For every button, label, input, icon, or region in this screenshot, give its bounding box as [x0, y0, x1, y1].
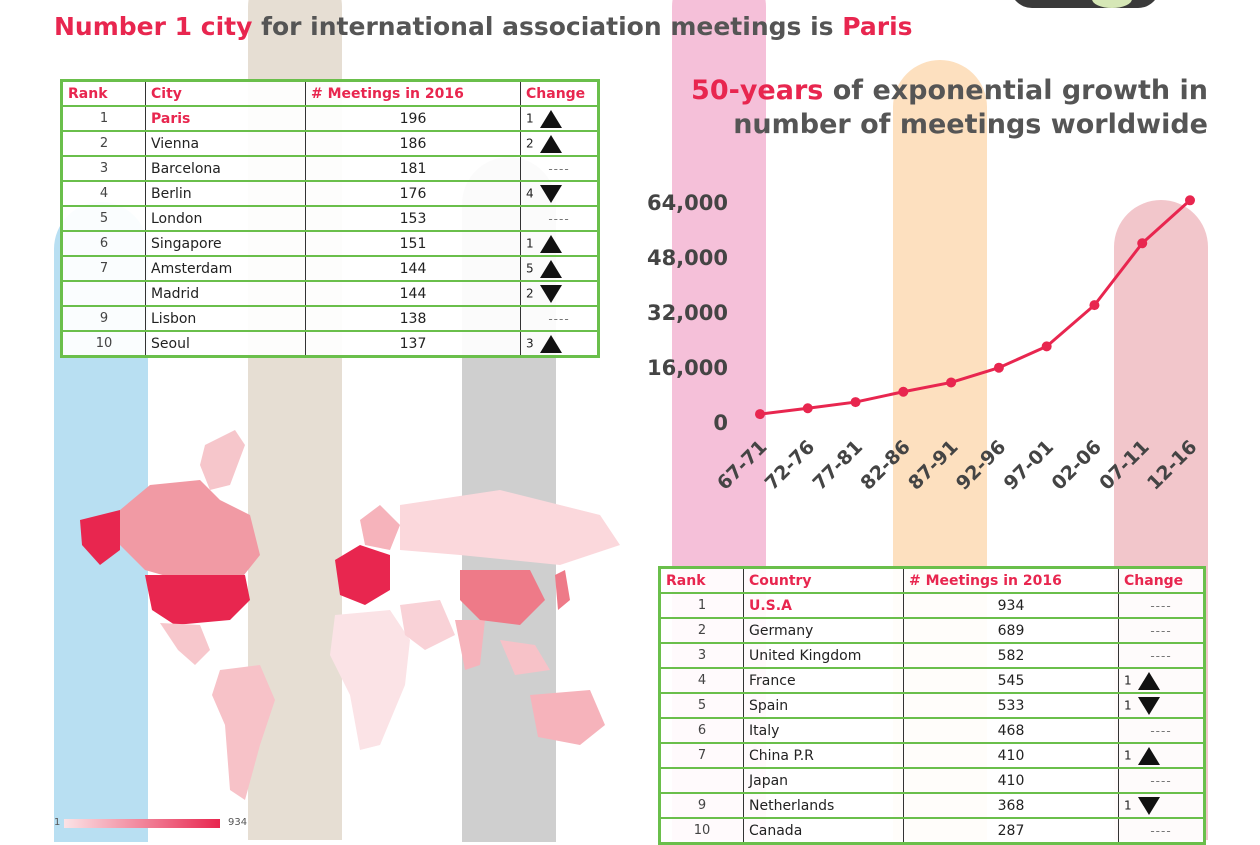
change-cell — [521, 281, 599, 306]
meetings-cell: 410 — [904, 743, 1119, 768]
name-cell: Berlin — [146, 181, 306, 206]
change-cell — [521, 231, 599, 256]
change-value: ---- — [1150, 823, 1172, 838]
table-header-row — [660, 568, 1205, 594]
rank-cell: 9 — [62, 306, 146, 331]
arrow-down-icon — [540, 285, 562, 303]
series-line — [760, 200, 1190, 414]
map-alaska — [80, 510, 120, 565]
arrow-up-icon — [540, 135, 562, 153]
change-cell — [1119, 718, 1205, 743]
country-ranking-table — [658, 566, 1206, 845]
map-india — [455, 620, 485, 670]
table-row — [62, 106, 599, 131]
meetings-cell: 181 — [306, 156, 521, 181]
change-cell — [1119, 743, 1205, 768]
table-row — [660, 693, 1205, 718]
change-value: ---- — [1150, 723, 1172, 738]
chart-title-line2: number of meetings worldwide — [733, 109, 1208, 140]
table-row — [660, 718, 1205, 743]
map-china — [460, 570, 545, 625]
title-middle: for international association meetings is — [252, 12, 843, 41]
data-point — [1185, 195, 1195, 205]
x-tick-label: 82-86 — [856, 435, 915, 495]
data-point — [946, 377, 956, 387]
rank-cell: 4 — [62, 181, 146, 206]
change-value: 1 — [1124, 748, 1132, 762]
map-africa — [330, 610, 410, 750]
meetings-cell: 533 — [904, 693, 1119, 718]
arrow-up-icon — [540, 235, 562, 253]
arrow-up-icon — [540, 260, 562, 278]
x-tick-label: 92-96 — [951, 435, 1011, 495]
meetings-cell: 144 — [306, 281, 521, 306]
change-value: 1 — [1124, 798, 1132, 812]
meetings-cell: 153 — [306, 206, 521, 231]
meetings-cell: 137 — [306, 331, 521, 357]
icca-logo — [1010, 0, 1160, 8]
map-europe — [335, 545, 390, 605]
data-point — [851, 397, 861, 407]
rank-cell: 1 — [660, 593, 744, 618]
map-australia — [530, 690, 605, 745]
change-value: 2 — [526, 286, 534, 300]
arrow-up-icon — [1138, 747, 1160, 765]
change-value: 1 — [1124, 673, 1132, 687]
data-point — [1137, 238, 1147, 248]
meetings-cell: 468 — [904, 718, 1119, 743]
rank-cell: 10 — [62, 331, 146, 357]
table-row — [62, 231, 599, 256]
rank-cell: 6 — [62, 231, 146, 256]
name-cell: Spain — [744, 693, 904, 718]
rank-cell: 7 — [660, 743, 744, 768]
rank-cell — [660, 768, 744, 793]
map-japan — [555, 570, 570, 610]
rank-cell: 9 — [660, 793, 744, 818]
name-cell: Vienna — [146, 131, 306, 156]
change-cell — [521, 331, 599, 357]
y-tick-label: 32,000 — [646, 301, 728, 325]
rank-cell: 6 — [660, 718, 744, 743]
col-header-change: Change — [1119, 568, 1205, 594]
change-cell — [521, 106, 599, 131]
x-tick-label: 87-91 — [904, 435, 963, 495]
name-cell: U.S.A — [744, 593, 904, 618]
y-tick-label: 16,000 — [646, 356, 728, 380]
meetings-cell: 410 — [904, 768, 1119, 793]
data-point — [1042, 341, 1052, 351]
growth-line-chart — [640, 180, 1240, 510]
col-header-change: Change — [521, 81, 599, 107]
meetings-cell: 196 — [306, 106, 521, 131]
name-cell: Netherlands — [744, 793, 904, 818]
map-legend-min: 1 — [54, 817, 61, 828]
chart-title-line1 — [648, 74, 1208, 108]
change-value: 5 — [526, 261, 534, 275]
x-tick-label: 07-11 — [1095, 435, 1154, 495]
change-cell — [1119, 793, 1205, 818]
rank-cell: 2 — [660, 618, 744, 643]
chart-title-rest: of exponential growth in — [823, 75, 1208, 106]
table-header-row — [62, 81, 599, 107]
arrow-down-icon — [540, 185, 562, 203]
map-usa — [145, 575, 250, 625]
name-cell: United Kingdom — [744, 643, 904, 668]
y-tick-label: 0 — [713, 411, 728, 435]
change-cell — [1119, 593, 1205, 618]
meetings-cell: 368 — [904, 793, 1119, 818]
arrow-down-icon — [1138, 697, 1160, 715]
data-point — [755, 409, 765, 419]
change-value: 1 — [1124, 698, 1132, 712]
name-cell: Seoul — [146, 331, 306, 357]
table-row — [660, 793, 1205, 818]
meetings-cell: 151 — [306, 231, 521, 256]
change-value: ---- — [548, 211, 570, 226]
map-scandinavia — [360, 505, 400, 550]
y-tick-label: 64,000 — [646, 191, 728, 215]
table-row — [660, 668, 1205, 693]
meetings-cell: 545 — [904, 668, 1119, 693]
x-tick-label: 97-01 — [999, 435, 1059, 495]
map-legend-max: 934 — [228, 817, 248, 828]
change-cell — [1119, 668, 1205, 693]
rank-cell: 2 — [62, 131, 146, 156]
table-row — [62, 131, 599, 156]
meetings-cell: 689 — [904, 618, 1119, 643]
table-row — [660, 643, 1205, 668]
title-city: Paris — [842, 12, 913, 41]
x-tick-label: 12-16 — [1143, 435, 1202, 495]
meetings-cell: 287 — [904, 818, 1119, 844]
rank-cell — [62, 281, 146, 306]
name-cell: Italy — [744, 718, 904, 743]
meetings-cell: 582 — [904, 643, 1119, 668]
col-header-rank: Rank — [660, 568, 744, 594]
change-cell — [521, 206, 599, 231]
col-header-meetings: # Meetings in 2016 — [306, 81, 521, 107]
data-point — [898, 387, 908, 397]
table-row — [62, 331, 599, 357]
name-cell: Madrid — [146, 281, 306, 306]
change-value: 1 — [526, 236, 534, 250]
name-cell: Amsterdam — [146, 256, 306, 281]
meetings-cell: 144 — [306, 256, 521, 281]
change-cell — [1119, 693, 1205, 718]
x-tick-label: 02-06 — [1047, 435, 1106, 495]
arrow-up-icon — [1138, 672, 1160, 690]
table-row — [660, 593, 1205, 618]
meetings-cell: 934 — [904, 593, 1119, 618]
city-ranking-table — [60, 79, 600, 358]
col-header-city: City — [146, 81, 306, 107]
change-cell — [521, 256, 599, 281]
rank-cell: 7 — [62, 256, 146, 281]
name-cell: China P.R — [744, 743, 904, 768]
col-header-country: Country — [744, 568, 904, 594]
change-value: 1 — [526, 111, 534, 125]
rank-cell: 10 — [660, 818, 744, 844]
change-value: ---- — [1150, 648, 1172, 663]
data-point — [1089, 300, 1099, 310]
change-value: ---- — [1150, 623, 1172, 638]
name-cell: Barcelona — [146, 156, 306, 181]
table-row — [62, 306, 599, 331]
name-cell: Lisbon — [146, 306, 306, 331]
arrow-up-icon — [540, 110, 562, 128]
col-header-rank: Rank — [62, 81, 146, 107]
arrow-down-icon — [1138, 797, 1160, 815]
world-meetings-map — [60, 425, 650, 810]
table-row — [62, 181, 599, 206]
change-value: ---- — [548, 311, 570, 326]
name-cell: Japan — [744, 768, 904, 793]
change-value: ---- — [1150, 773, 1172, 788]
col-header-meetings: # Meetings in 2016 — [904, 568, 1119, 594]
map-south-america — [212, 665, 275, 800]
map-legend-gradient — [64, 819, 220, 828]
change-cell — [1119, 768, 1205, 793]
table-row — [660, 618, 1205, 643]
rank-cell: 4 — [660, 668, 744, 693]
table-row — [62, 156, 599, 181]
y-tick-label: 48,000 — [646, 246, 728, 270]
change-value: 2 — [526, 136, 534, 150]
map-southeast-asia — [500, 640, 550, 675]
change-value: 4 — [526, 186, 534, 200]
change-cell — [521, 181, 599, 206]
data-point — [994, 363, 1004, 373]
x-tick-label: 67-71 — [713, 435, 772, 495]
title-highlight: Number 1 city — [54, 12, 253, 41]
name-cell: France — [744, 668, 904, 693]
map-greenland — [200, 430, 245, 490]
rank-cell: 5 — [660, 693, 744, 718]
change-value: ---- — [548, 161, 570, 176]
name-cell: London — [146, 206, 306, 231]
x-tick-label: 77-81 — [808, 435, 868, 495]
change-value: 3 — [526, 336, 534, 350]
name-cell: Canada — [744, 818, 904, 844]
map-canada — [120, 480, 260, 580]
change-cell — [521, 131, 599, 156]
name-cell: Singapore — [146, 231, 306, 256]
table-row — [62, 281, 599, 306]
rank-cell: 5 — [62, 206, 146, 231]
arrow-up-icon — [540, 335, 562, 353]
chart-title — [648, 74, 1208, 142]
meetings-cell: 176 — [306, 181, 521, 206]
table-row — [62, 206, 599, 231]
map-russia — [400, 490, 620, 565]
change-value: ---- — [1150, 598, 1172, 613]
rank-cell: 1 — [62, 106, 146, 131]
data-point — [803, 403, 813, 413]
rank-cell: 3 — [62, 156, 146, 181]
name-cell: Germany — [744, 618, 904, 643]
change-cell — [1119, 618, 1205, 643]
meetings-cell: 186 — [306, 131, 521, 156]
change-cell — [521, 306, 599, 331]
table-row — [62, 256, 599, 281]
name-cell: Paris — [146, 106, 306, 131]
table-row — [660, 768, 1205, 793]
chart-title-highlight: 50-years — [691, 75, 824, 106]
map-mexico — [160, 623, 210, 665]
page-title — [54, 12, 913, 41]
change-cell — [521, 156, 599, 181]
table-row — [660, 743, 1205, 768]
rank-cell: 3 — [660, 643, 744, 668]
meetings-cell: 138 — [306, 306, 521, 331]
change-cell — [1119, 643, 1205, 668]
x-tick-label: 72-76 — [760, 435, 820, 495]
